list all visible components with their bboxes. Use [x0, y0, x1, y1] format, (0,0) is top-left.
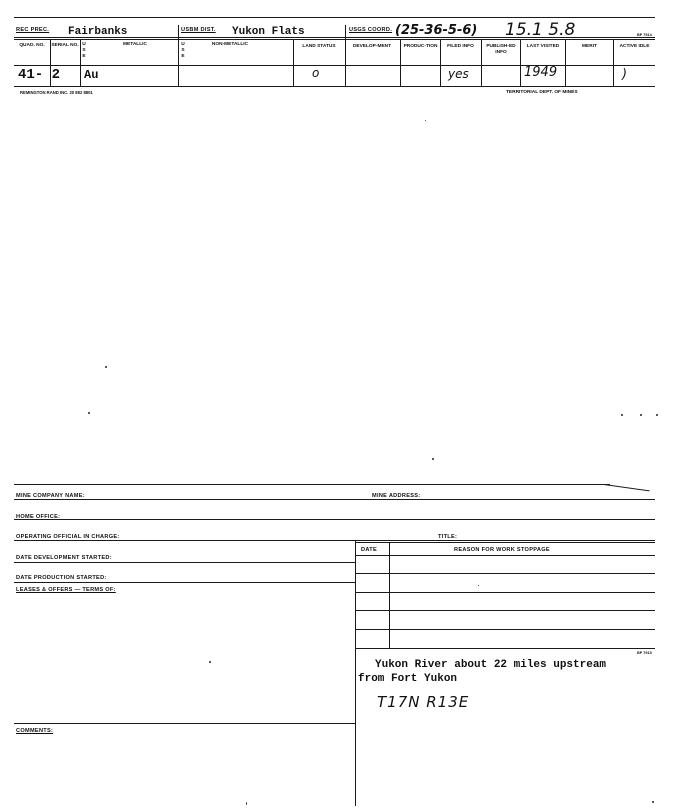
department-line: TERRITORIAL DEPT. OF MINES: [506, 90, 578, 95]
form-number-bottom: BP 7915: [637, 651, 652, 655]
rec-prec-value: Fairbanks: [68, 26, 128, 38]
col-last-visited: LAST VISITED: [526, 44, 560, 49]
divider-usgs: [345, 25, 346, 87]
speck: [209, 661, 211, 663]
usgs-coord-label: USGS COORD.: [349, 27, 393, 33]
mine-address-label: MINE ADDRESS:: [372, 493, 421, 499]
speck: [425, 120, 426, 121]
usgs-coord-value-2: 15.1 5.8: [505, 20, 576, 40]
speck: [656, 414, 658, 416]
center-divider: [355, 540, 356, 806]
date-column-header: DATE: [361, 547, 378, 553]
stoppage-row-2: [355, 592, 655, 593]
date-header-rule-top: [355, 542, 655, 543]
col-published-info: PUBLISH-ED INFO: [486, 44, 516, 55]
last-visited-value: 1949: [524, 65, 558, 80]
operating-official-label: OPERATING OFFICIAL IN CHARGE:: [16, 534, 120, 540]
usgs-coord-value: (25-36-5-6): [395, 23, 478, 38]
bottom-top-rule: [14, 484, 610, 485]
col-serial-no: SERIAL NO.: [51, 43, 79, 48]
filed-info-value: yes: [448, 67, 469, 81]
date-development-label: DATE DEVELOPMENT STARTED:: [16, 555, 112, 561]
home-office-label: HOME OFFICE:: [16, 514, 61, 520]
metallic-value: Au: [84, 68, 99, 82]
reason-column-header: REASON FOR WORK STOPPAGE: [454, 547, 550, 553]
form-number-top: BP 7914: [637, 33, 652, 37]
company-rule: [14, 499, 655, 500]
mine-company-name-label: MINE COMPANY NAME:: [16, 493, 85, 499]
speck: [640, 414, 642, 416]
speck: [432, 458, 434, 460]
speck: [246, 802, 247, 805]
stoppage-row-1: [355, 573, 655, 574]
stoppage-row-4: [355, 629, 655, 630]
township-range: T17N R13E: [377, 693, 470, 711]
col-quad-no: QUAD. NO.: [19, 43, 45, 48]
home-office-rule: [14, 519, 655, 520]
top-rule: [14, 17, 655, 18]
leases-bottom-rule: [14, 723, 355, 724]
title-label: TITLE:: [438, 534, 458, 540]
col-development: DEVELOP-MENT: [352, 44, 392, 49]
rec-prec-label: REC PREC.: [16, 27, 50, 33]
col-land-status: LAND STATUS: [302, 44, 336, 49]
date-col-divider: [389, 542, 390, 648]
usbm-dist-label: USBM DIST.: [181, 27, 216, 33]
dev-started-rule: [14, 562, 355, 563]
location-line-2: from Fort Yukon: [358, 673, 458, 685]
speck: [652, 801, 654, 803]
divider-land: [293, 39, 294, 87]
col-production: PRODUC-TION: [403, 44, 438, 49]
col-metallic: METALLIC: [123, 42, 147, 47]
official-rule: [14, 540, 655, 541]
col-use-nonmetallic: U S E: [181, 42, 185, 59]
col-filed-info: FILED INFO: [447, 44, 474, 49]
stoppage-row-5: [355, 648, 655, 649]
land-status-value: o: [312, 66, 320, 80]
speck: [478, 585, 479, 586]
leases-label: LEASES & OFFERS — TERMS OF:: [16, 587, 116, 593]
printer-line: REMINGTON RAND INC. 20 882 8801: [20, 90, 93, 95]
comments-label: COMMENTS:: [16, 728, 54, 734]
header-bottom-rule: [14, 65, 655, 66]
prod-started-rule: [14, 582, 355, 583]
col-use-metallic: U S E: [82, 42, 86, 59]
date-production-label: DATE PRODUCTION STARTED:: [16, 575, 107, 581]
speck: [88, 412, 90, 414]
col-non-metallic: NON-METALLIC: [211, 42, 249, 47]
divider-usbm: [178, 25, 179, 87]
usbm-dist-value: Yukon Flats: [232, 26, 305, 38]
speck: [621, 414, 623, 416]
stoppage-row-3: [355, 610, 655, 611]
location-line-1: Yukon River about 22 miles upstream: [375, 659, 607, 671]
col-merit: MERIT: [582, 44, 597, 49]
speck: [105, 366, 107, 368]
col-active-idle: ACTIVE IDLE: [619, 44, 650, 49]
bottom-top-rule-curl: [604, 484, 650, 491]
quad-serial-value: 41- 2: [18, 67, 61, 83]
date-header-rule: [355, 555, 655, 556]
active-idle-value: ): [622, 67, 628, 82]
values-bottom-rule: [14, 86, 655, 87]
